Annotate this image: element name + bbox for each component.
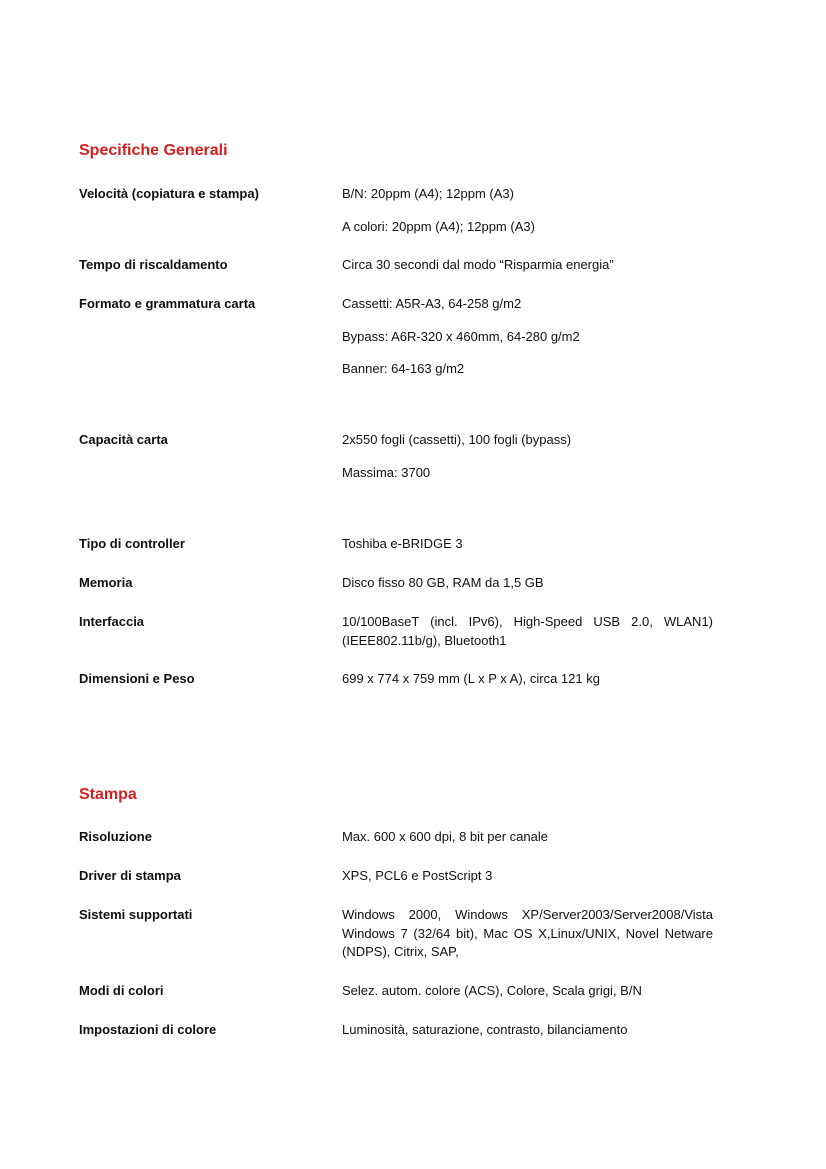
section-title-print: Stampa — [79, 786, 137, 803]
value-color-settings: Luminosità, saturazione, contrasto, bilanciamento — [342, 1022, 628, 1037]
label-interface: Interfaccia — [79, 614, 145, 629]
label-paper-format: Formato e grammatura carta — [79, 296, 256, 311]
value-warmup: Circa 30 secondi dal modo “Risparmia energia” — [342, 257, 614, 272]
label-controller: Tipo di controller — [79, 536, 185, 551]
label-memory: Memoria — [79, 575, 133, 590]
value-paper-banner: Banner: 64-163 g/m2 — [342, 361, 465, 376]
value-capacity-max: Massima: 3700 — [342, 465, 431, 480]
value-controller: Toshiba e-BRIDGE 3 — [342, 536, 463, 551]
label-color-settings: Impostazioni di colore — [79, 1022, 217, 1037]
section-title-general: Specifiche Generali — [79, 142, 228, 159]
label-color-modes: Modi di colori — [79, 983, 164, 998]
label-resolution: Risoluzione — [79, 829, 152, 844]
value-resolution: Max. 600 x 600 dpi, 8 bit per canale — [342, 829, 548, 844]
label-warmup: Tempo di riscaldamento — [79, 257, 228, 272]
value-speed-color: A colori: 20ppm (A4); 12ppm (A3) — [342, 219, 535, 234]
label-dimensions: Dimensioni e Peso — [79, 671, 195, 686]
value-color-modes: Selez. autom. colore (ACS), Colore, Scala grigi, B/N — [342, 983, 642, 998]
value-paper-drawers: Cassetti: A5R-A3, 64-258 g/m2 — [342, 296, 522, 311]
value-memory: Disco fisso 80 GB, RAM da 1,5 GB — [342, 575, 544, 590]
value-dimensions: 699 x 774 x 759 mm (L x P x A), circa 121 kg — [342, 671, 600, 686]
label-speed: Velocità (copiatura e stampa) — [79, 186, 259, 201]
value-systems: Windows 2000, Windows XP/Server2003/Server2008/Vista Windows 7 (32/64 bit), Mac OS X,Linux/UNIX, Novel Netware (NDPS), Citrix, SAP, — [342, 907, 713, 959]
value-driver: XPS, PCL6 e PostScript 3 — [342, 868, 493, 883]
value-speed-bw: B/N: 20ppm (A4); 12ppm (A3) — [342, 186, 514, 201]
label-paper-capacity: Capacità carta — [79, 432, 168, 447]
label-systems: Sistemi supportati — [79, 907, 193, 922]
value-interface: 10/100BaseT (incl. IPv6), High-Speed USB 2.0, WLAN1) (IEEE802.11b/g), Bluetooth1 — [342, 614, 713, 648]
value-paper-bypass: Bypass: A6R-320 x 460mm, 64-280 g/m2 — [342, 329, 580, 344]
label-driver: Driver di stampa — [79, 868, 181, 883]
value-capacity-standard: 2x550 fogli (cassetti), 100 fogli (bypass) — [342, 432, 572, 447]
